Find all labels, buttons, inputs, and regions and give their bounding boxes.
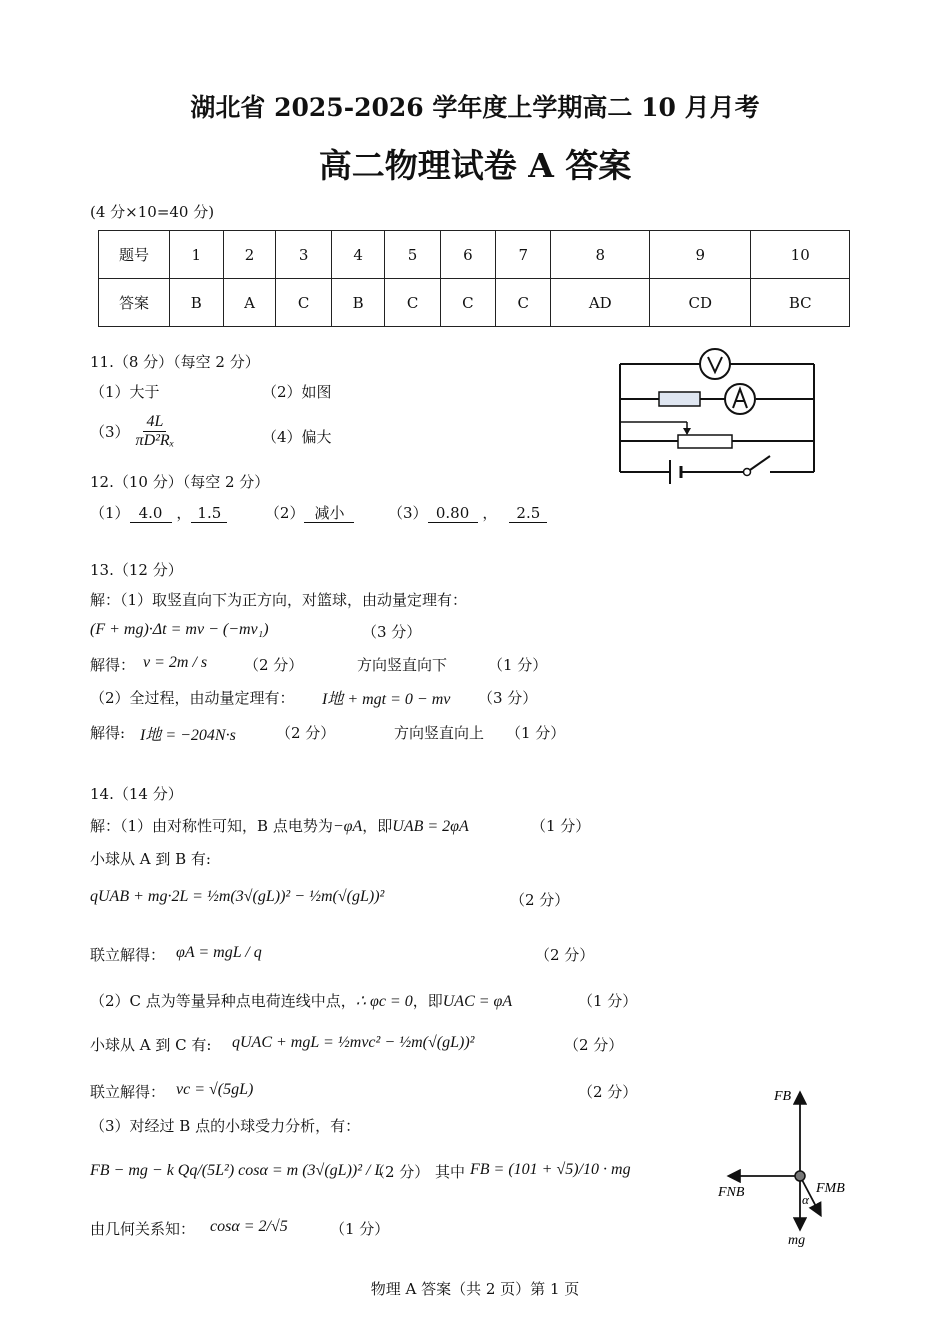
table-cell: C <box>440 279 495 327</box>
table-cell: C <box>496 279 551 327</box>
q13-score-1: （3 分） <box>362 623 422 641</box>
q13-equation-2: v = 2m / s <box>143 654 208 671</box>
q12-part-2-label: （2） <box>264 504 305 522</box>
q14-line-1 <box>90 816 469 837</box>
q14-equation-2: φA = mgL / q <box>176 944 262 961</box>
q14-equation-6: FB = (101 + √5)/10 · mg <box>470 1161 631 1178</box>
table-cell: CD <box>650 279 751 327</box>
exam-subtitle: 高二物理试卷 A 答案 <box>318 146 632 185</box>
q12-blank-5: 2.5 <box>509 504 547 523</box>
q11-answer-3 <box>90 413 180 450</box>
q14-equation-4: vc = √(5gL) <box>176 1081 254 1098</box>
fraction-numerator: 4L <box>143 413 166 432</box>
q14-score-2: （2 分） <box>510 891 570 909</box>
q14-heading: 14.（14 分） <box>90 785 183 803</box>
q12-blank-2: 1.5 <box>191 504 227 523</box>
table-cell: 2 <box>223 231 276 279</box>
table-cell: 8 <box>551 231 650 279</box>
table-cell: A <box>223 279 276 327</box>
table-cell: AD <box>551 279 650 327</box>
resistor-rx <box>659 392 700 406</box>
q12-blank-4: 0.80 <box>428 504 478 523</box>
q13-score-2: （2 分） <box>244 656 304 674</box>
q13-solve-label: 解得： <box>90 656 136 674</box>
q14-line-3: 联立解得： <box>90 946 166 964</box>
answer-table <box>98 230 850 327</box>
q13-score-3: （1 分） <box>488 656 548 674</box>
q11-answer-1: （1）大于 <box>90 383 160 401</box>
q14-score-8: （1 分） <box>330 1220 390 1238</box>
q11-heading: 11.（8 分）（每空 2 分） <box>90 353 260 371</box>
table-cell: 9 <box>650 231 751 279</box>
q14-score-4: （1 分） <box>578 992 638 1010</box>
q14-score-3: （2 分） <box>535 946 595 964</box>
q12-part-1-label: （1） <box>90 504 130 522</box>
q12-answers <box>90 503 547 523</box>
math: ∴ φc = 0 <box>355 993 413 1010</box>
q14-score-1: （1 分） <box>531 817 591 835</box>
q13-score-4: （3 分） <box>478 689 538 707</box>
q14-score-5: （2 分） <box>564 1036 624 1054</box>
text: ，即 <box>362 817 393 835</box>
q12-heading: 12.（10 分）（每空 2 分） <box>90 473 270 491</box>
table-cell: BC <box>751 279 850 327</box>
table-row <box>99 279 850 327</box>
table-cell: B <box>170 279 224 327</box>
q11-fraction <box>133 413 178 450</box>
q13-heading: 13.（12 分） <box>90 561 183 579</box>
q13-line-4: （2）全过程，由动量定理有： <box>90 689 295 707</box>
comma: ， <box>482 504 498 522</box>
q11-answer-3-label: （3） <box>90 422 130 441</box>
rheostat <box>678 435 732 448</box>
q14-line-7: （3）对经过 B 点的小球受力分析，有： <box>90 1117 361 1135</box>
page-footer: 物理 A 答案（共 2 页）第 1 页 <box>370 1280 580 1298</box>
q14-equation-5: FB − mg − k Qq/(5L²) cosα = m (3√(gL))² / L <box>90 1162 384 1179</box>
comma: ， <box>176 504 192 522</box>
text: ，即 <box>412 992 443 1010</box>
q13-equation-1: (F + mg)·Δt = mv − (−mv₁) <box>90 621 269 638</box>
text: 解：（1）由对称性可知，B 点电势为 <box>90 817 333 835</box>
table-cell: 4 <box>331 231 385 279</box>
q14-equation-1: qUAB + mg·2L = ½m(3√(gL))² − ½m(√(gL))² <box>90 888 385 905</box>
table-cell: 7 <box>496 231 551 279</box>
math: UAB = 2φA <box>392 818 469 835</box>
exam-title: 湖北省 2025-2026 学年度上学期高二 10 月月考 <box>190 93 760 122</box>
q14-where-label: 其中 <box>435 1163 466 1181</box>
q12-blank-1: 4.0 <box>130 504 172 523</box>
voltmeter-icon <box>700 349 730 379</box>
switch-pivot <box>744 469 751 476</box>
q14-score-6: （2 分） <box>578 1083 638 1101</box>
table-cell: 6 <box>440 231 495 279</box>
label-fnb: FNB <box>718 1185 745 1200</box>
table-cell: 1 <box>170 231 224 279</box>
q11-answer-4: （4）偏大 <box>262 428 332 446</box>
table-cell: 10 <box>751 231 850 279</box>
q13-solve-label-2: 解得: <box>90 724 126 742</box>
score-note: (4 分×10=40 分) <box>90 203 215 221</box>
q14-line-9: 由几何关系知： <box>90 1220 196 1238</box>
q14-line-4 <box>90 991 512 1012</box>
q13-line-1: 解：（1）取竖直向下为正方向，对篮球，由动量定理有： <box>90 591 468 609</box>
q14-line-5: 小球从 A 到 C 有: <box>90 1036 212 1054</box>
label-mg: mg <box>788 1233 806 1248</box>
table-row <box>99 231 850 279</box>
text: （2）C 点为等量异种点电荷连线中点， <box>90 992 356 1010</box>
q13-score-5: （2 分） <box>276 724 336 742</box>
q14-score-7: （2 分） <box>370 1163 430 1181</box>
q14-equation-3: qUAC + mgL = ½mvc² − ½m(√(gL))² <box>232 1034 475 1051</box>
q14-line-2: 小球从 A 到 B 有: <box>90 850 211 868</box>
rheostat-arrow-icon <box>683 428 691 435</box>
row-label: 答案 <box>99 279 170 327</box>
q12-part-3-label: （3） <box>388 504 428 522</box>
table-cell: B <box>331 279 385 327</box>
row-label: 题号 <box>99 231 170 279</box>
ball <box>795 1171 805 1181</box>
q12-blank-3: 减小 <box>304 504 354 523</box>
q14-equation-7: cosα = 2/√5 <box>210 1218 288 1235</box>
math: −φA <box>332 818 363 835</box>
table-cell: 5 <box>385 231 440 279</box>
math: UAC = φA <box>442 993 513 1010</box>
table-cell: C <box>276 279 331 327</box>
q13-equation-3: I地 + mgt = 0 − mv <box>322 691 451 708</box>
q11-answer-2: （2）如图 <box>262 383 332 401</box>
switch-blade <box>750 456 770 470</box>
q13-equation-4: I地 = −204N·s <box>140 727 236 744</box>
label-fb: FB <box>774 1089 792 1104</box>
circuit-diagram <box>612 344 824 496</box>
q13-score-6: （1 分） <box>506 724 566 742</box>
q13-direction-1: 方向竖直向下 <box>357 656 448 674</box>
force-diagram <box>708 1080 858 1250</box>
fraction-denominator: πD²Rₓ <box>135 432 175 449</box>
label-fmb: FMB <box>816 1181 845 1196</box>
table-cell: C <box>385 279 440 327</box>
table-cell: 3 <box>276 231 331 279</box>
q14-line-6: 联立解得： <box>90 1083 166 1101</box>
label-alpha: α <box>802 1192 809 1207</box>
q13-direction-2: 方向竖直向上 <box>394 724 485 742</box>
